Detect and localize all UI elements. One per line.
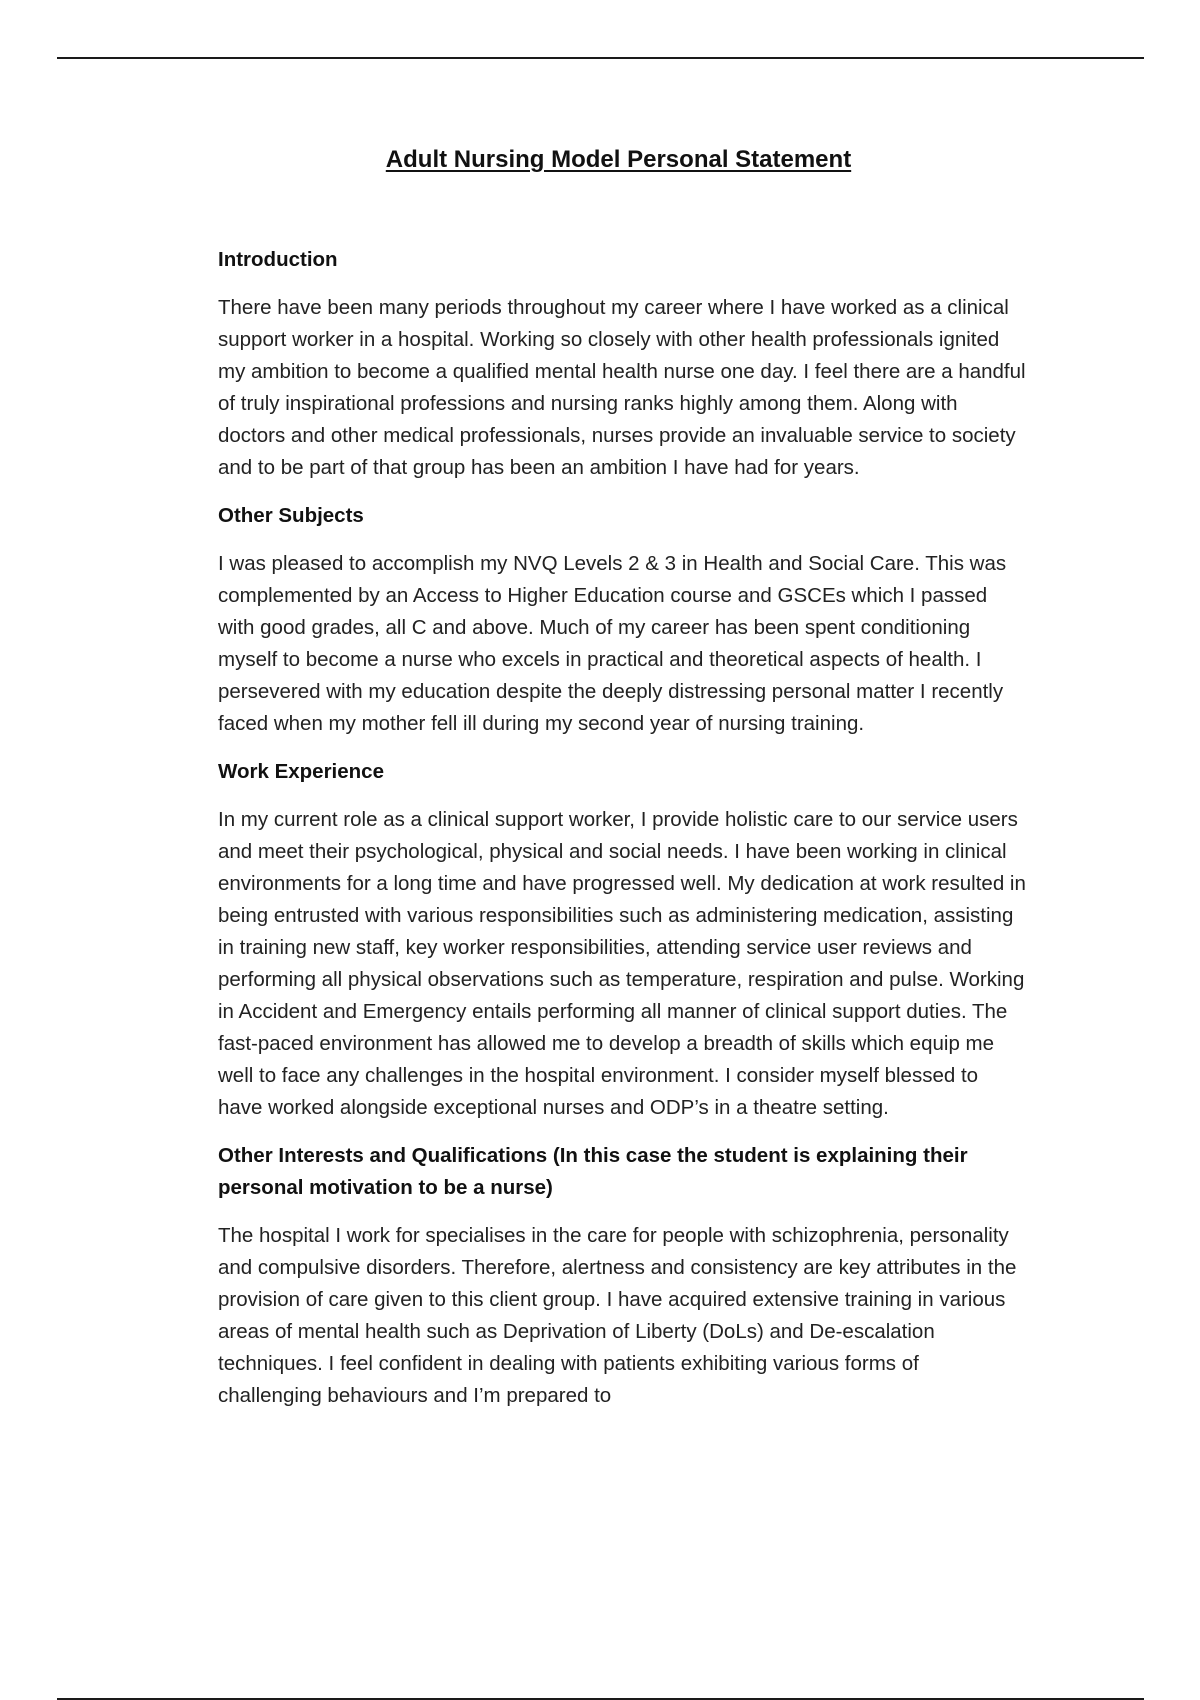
section-paragraph: In my current role as a clinical support worker, I provide holistic care to our service users and meet their psychological, physical and social needs. I have been working in clinical environments for a long time and have progressed well. My dedication at work resulted in being entrusted with various responsibilities such as administering medication, assisting in training new staff, key worker responsibilities, attending service user reviews and performing all physical observations such as temperature, respiration and pulse. Working in Accident and Emergency entails performing all manner of clinical support duties. The fast-paced environment has allowed me to develop a breadth of skills which equip me well to face any challenges in the hospital environment. I consider myself blessed to have worked alongside exceptional nurses and ODP’s in a theatre setting. — [218, 808, 1026, 1119]
section-paragraph: I was pleased to accomplish my NVQ Levels 2 & 3 in Health and Social Care. This was complemented by an Access to Higher Education course and GSCEs which I passed with good grades, all C and above. Much of my career has been spent conditioning myself to become a nurse who excels in practical and theoretical aspects of health. I persevered with my education despite the deeply distressing personal matter I recently faced when my mother fell ill during my second year of nursing training. — [218, 552, 1007, 735]
section-paragraph: The hospital I work for specialises in the care for people with schizophrenia, personality and compulsive disorders. Therefore, alertness and consistency are key attributes in the provision of care given to this client group. I have acquired extensive training in various areas of mental health such as Deprivation of Liberty (DoLs) and De-escalation techniques. I feel confident in dealing with patients exhibiting various forms of challenging behaviours and I’m prepared to — [218, 1224, 1017, 1407]
page-title: Adult Nursing Model Personal Statement — [385, 146, 852, 173]
section-paragraph: There have been many periods throughout my career where I have worked as a clinical support worker in a hospital. Working so closely with other health professionals ignited my ambition to become a qualified mental health nurse one day. I feel there are a handful of truly inspirational professions and nursing ranks highly among them. Along with doctors and other medical professionals, nurses provide an invaluable service to society and to be part of that group has been an ambition I have had for years. — [218, 296, 1026, 479]
section-introduction — [218, 244, 1028, 484]
section-heading: Introduction — [218, 248, 338, 271]
section-heading: Work Experience — [218, 760, 384, 783]
document-body — [218, 244, 1028, 1428]
section-heading: Other Interests and Qualifications (In this case the student is explaining their personal motivation to be a nurse) — [218, 1144, 968, 1199]
section-other-subjects — [218, 500, 1028, 740]
section-work-experience — [218, 756, 1028, 1124]
section-heading: Other Subjects — [218, 504, 364, 527]
header-rule — [57, 57, 1144, 59]
section-other-interests — [218, 1140, 1028, 1412]
